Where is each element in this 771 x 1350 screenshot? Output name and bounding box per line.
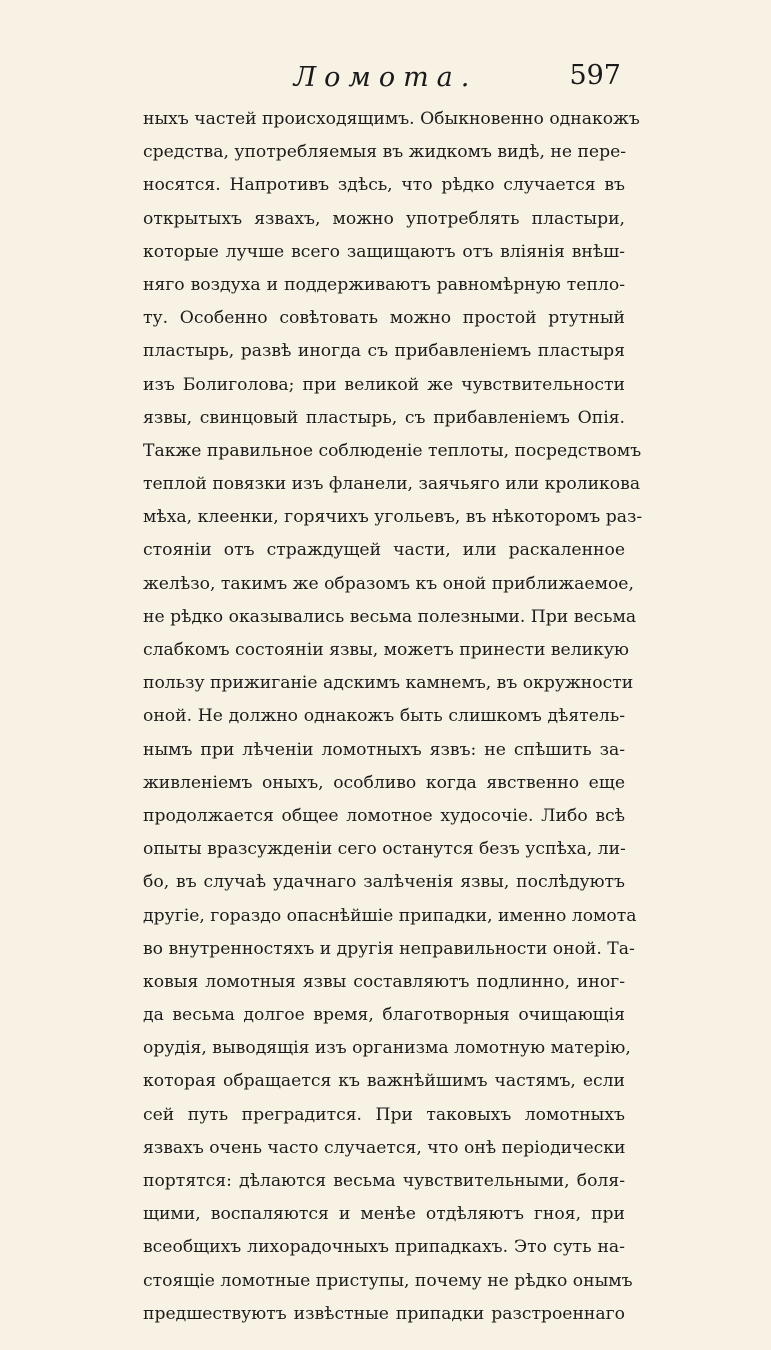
text-line: стоящіе ломотные приступы, почему не рѣдко онымъ	[143, 1270, 633, 1291]
text-line: нымъ при лѣченіи ломотныхъ язвъ: не спѣшить за-	[143, 739, 625, 760]
text-line: орудія, выводящія изъ организма ломотную матерію,	[143, 1038, 631, 1059]
text-line: средства, употребляемыя въ жидкомъ видѣ, не пере-	[143, 142, 627, 163]
text-line: изъ Болиголова; при великой же чувствительности	[143, 374, 625, 395]
text-line: Также правильное соблюденіе теплоты, посредствомъ	[143, 440, 642, 461]
text-line: ныхъ частей происходящимъ. Обыкновенно однакожъ	[143, 109, 640, 129]
text-line: продолжается общее ломотное худосочіе. Либо всѣ	[143, 805, 625, 826]
text-line: опыты вразсужденіи сего останутся безъ успѣха, ли-	[143, 839, 626, 860]
text-line: язвы, свинцовый пластырь, съ прибавленіемъ Опія.	[143, 407, 625, 428]
text-line: няго воздуха и поддерживаютъ равномѣрную тепло-	[143, 274, 625, 295]
body-text	[143, 103, 643, 1331]
text-line: которые лучше всего защищаютъ отъ вліянія внѣш-	[143, 241, 625, 262]
text-line: желѣзо, такимъ же образомъ къ оной приближаемое,	[143, 573, 634, 594]
text-line: мѣха, клеенки, горячихъ угольевъ, въ нѣкоторомъ раз-	[143, 507, 643, 528]
text-line: бо, въ случаѣ удачнаго залѣченія язвы, послѣдуютъ	[143, 872, 625, 893]
text-line: ковыя ломотныя язвы составляютъ подлинно, иног-	[143, 971, 625, 992]
text-line: предшествуютъ извѣстные припадки разстроеннаго	[143, 1303, 625, 1324]
text-line: стояніи отъ страждущей части, или раскаленное	[143, 540, 625, 561]
text-line: сей путь преградится. При таковыхъ ломотныхъ	[143, 1104, 625, 1125]
text-line: слабкомъ состояніи язвы, можетъ принести великую	[143, 640, 629, 660]
text-line: язвахъ очень часто случается, что онѣ періодически	[143, 1137, 626, 1158]
text-line: портятся: дѣлаются весьма чувствительными, боля-	[143, 1171, 625, 1191]
page-number: 597	[569, 60, 621, 91]
running-title: Ломота.	[293, 62, 478, 93]
page-header	[0, 58, 771, 106]
text-line: да весьма долгое время, благотворныя очищающія	[143, 1005, 625, 1026]
text-line: ту. Особенно совѣтовать можно простой ртутный	[143, 308, 625, 329]
text-line: открытыхъ язвахъ, можно употреблять пластыри,	[143, 208, 625, 229]
text-line: другіе, гораздо опаснѣйшіе припадки, именно ломота	[143, 905, 637, 926]
text-line: не рѣдко оказывались весьма полезными. При весьма	[143, 606, 637, 627]
text-line: щими, воспаляются и менѣе отдѣляютъ гноя, при	[143, 1204, 625, 1225]
text-line: во внутренностяхъ и другія неправильности оной. Та-	[143, 938, 635, 959]
text-line: которая обращается къ важнѣйшимъ частямъ, если	[143, 1071, 625, 1092]
text-line: живленіемъ оныхъ, особливо когда явственно еще	[143, 772, 625, 793]
text-line: теплой повязки изъ фланели, заячьяго или кроликова	[143, 474, 641, 495]
text-line: носятся. Напротивъ здѣсь, что рѣдко случается въ	[143, 175, 625, 196]
text-line: оной. Не должно однакожъ быть слишкомъ дѣятель-	[143, 706, 625, 727]
text-line: пользу прижиганіе адскимъ камнемъ, въ окружности	[143, 673, 634, 694]
text-line: всеобщихъ лихорадочныхъ припадкахъ. Это суть на-	[143, 1237, 625, 1258]
text-line: пластырь, развѣ иногда съ прибавленіемъ пластыря	[143, 341, 625, 362]
